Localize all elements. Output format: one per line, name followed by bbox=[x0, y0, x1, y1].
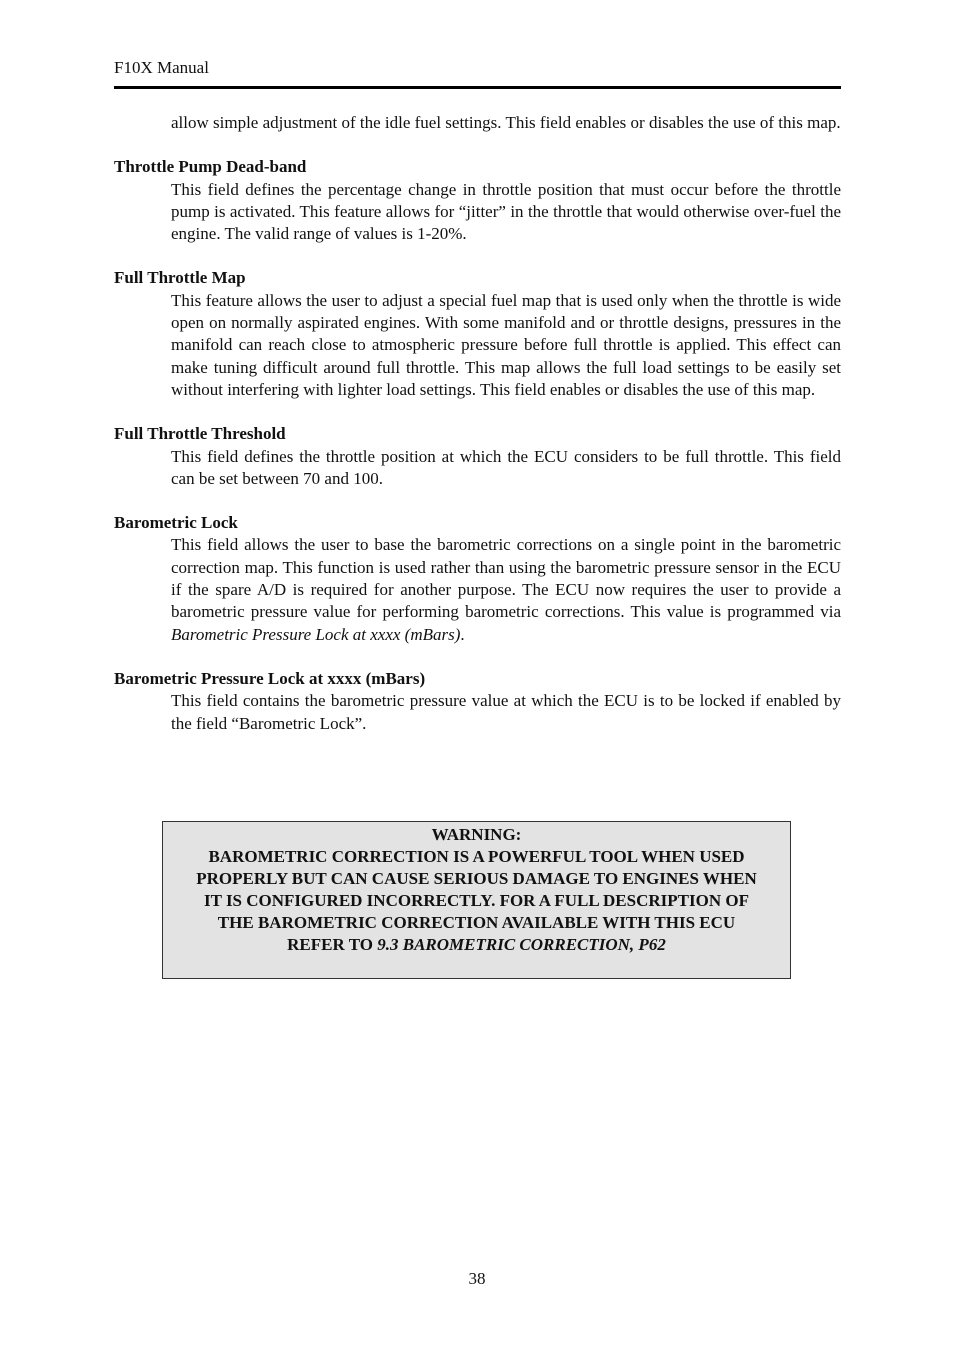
section-body: This field defines the throttle position at which the ECU considers to be full throttle. This field can be set between 70 and 100. bbox=[171, 446, 841, 488]
section-throttle-pump-dead-band bbox=[114, 156, 841, 245]
section-body: This field contains the barometric pressure value at which the ECU is to be locked if enabled by the field “Barometric Lock”. bbox=[171, 691, 841, 733]
page-number: 38 bbox=[468, 1269, 486, 1288]
section-full-throttle-threshold bbox=[114, 423, 841, 490]
intro-paragraph: allow simple adjustment of the idle fuel settings. This field enables or disables the use of this map. bbox=[171, 113, 841, 132]
section-heading: Full Throttle Map bbox=[114, 268, 246, 288]
section-full-throttle-map bbox=[114, 267, 841, 401]
section-heading: Full Throttle Threshold bbox=[114, 424, 286, 444]
section-body: This feature allows the user to adjust a special fuel map that is used only when the throttle is wide open on normally aspirated engines. With some manifold and or throttle designs, pressures in the manifold can reach close to atmospheric pressure before full throttle is applied. This effect can make tuning difficult around full throttle. This map allows the full load settings to be easily set without interfering with lighter load settings. This field enables or disables the use of this map. bbox=[171, 290, 841, 399]
body-text: This field allows the user to base the barometric corrections on a single point in the barometric correction map. This function is used rather than using the barometric pressure sensor in the ECU if the spare A/D is required for another purpose. The ECU now requires the user to provide a barometric pressure value for performing barometric corrections. This value is programmed via bbox=[171, 535, 841, 622]
section-body: This field defines the percentage change in throttle position that must occur before the throttle pump is activated. This feature allows for “jitter” in the throttle that would otherwise over-fuel the engine. The valid range of values is 1-20%. bbox=[171, 179, 841, 244]
warning-title: WARNING: bbox=[431, 825, 522, 844]
header-divider bbox=[114, 86, 841, 89]
main-content bbox=[114, 112, 841, 735]
section-body bbox=[171, 534, 841, 645]
warning-text bbox=[193, 846, 760, 956]
section-heading: Throttle Pump Dead-band bbox=[114, 157, 307, 177]
section-heading: Barometric Pressure Lock at xxxx (mBars) bbox=[114, 668, 426, 688]
section-barometric-pressure-lock bbox=[114, 668, 841, 735]
section-barometric-lock bbox=[114, 512, 841, 646]
field-reference: Barometric Pressure Lock at xxxx (mBars) bbox=[171, 624, 461, 644]
body-text-end: . bbox=[460, 624, 465, 644]
section-heading: Barometric Lock bbox=[114, 513, 238, 533]
warning-body: BAROMETRIC CORRECTION IS A POWERFUL TOOL WHEN USED PROPERLY BUT CAN CAUSE SERIOUS DAMAGE TO ENGINES WHEN IT IS CONFIGURED INCORRECTLY. FOR A FULL DESCRIPTION OF THE BAROMETRIC CORRECTION AVAILABLE WITH THIS ECU REFER TO bbox=[196, 847, 757, 954]
warning-box bbox=[162, 821, 791, 979]
page-header-title: F10X Manual bbox=[114, 58, 209, 77]
warning-reference: 9.3 BAROMETRIC CORRECTION, P62 bbox=[377, 935, 666, 954]
